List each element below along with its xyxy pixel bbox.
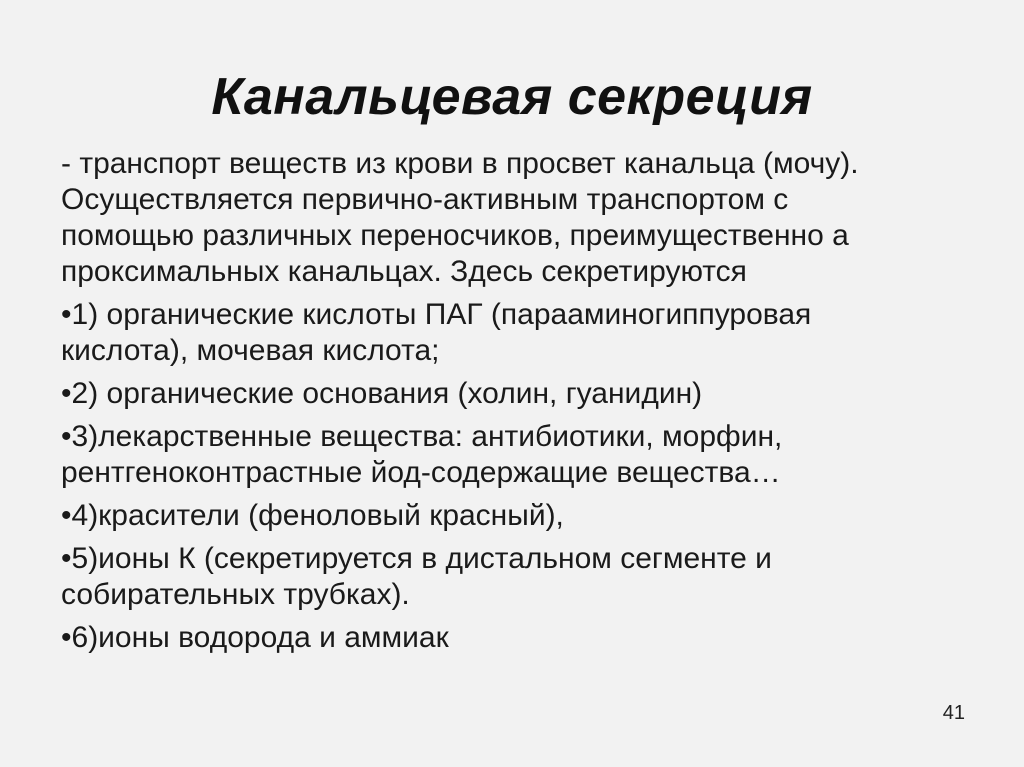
slide-title: Канальцевая секреция xyxy=(211,68,813,126)
list-item-line: кислота), мочевая кислота; xyxy=(61,334,440,367)
list-item-line: •2) органические основания (холин, гуанидин) xyxy=(61,377,703,410)
list-item-1 xyxy=(61,297,961,369)
list-item-line: •6)ионы водорода и аммиак xyxy=(61,621,449,654)
intro-line: Осуществляется первично-активным транспортом с xyxy=(61,183,789,216)
list-item-line: собирательных трубках). xyxy=(61,578,410,611)
list-item-2 xyxy=(61,376,961,412)
list-item-line: рентгеноконтрастные йод-содержащие вещества… xyxy=(61,456,781,489)
list-item-line: •1) органические кислоты ПАГ (парааминогиппуровая xyxy=(61,298,812,331)
page-number: 41 xyxy=(942,702,965,724)
list-item-3 xyxy=(61,419,961,491)
list-item-6 xyxy=(61,620,961,656)
list-item-line: •5)ионы К (секретируется в дистальном сегменте и xyxy=(61,542,772,575)
list-item-line: •4)красители (феноловый красный), xyxy=(61,499,564,532)
intro-paragraph xyxy=(61,146,961,290)
intro-line: проксимальных канальцах. Здесь секретируются xyxy=(61,255,747,288)
list-item-5 xyxy=(61,541,961,613)
slide-body xyxy=(61,146,961,656)
intro-line: - транспорт веществ из крови в просвет канальца (мочу). xyxy=(61,147,859,180)
list-item-4 xyxy=(61,498,961,534)
intro-line: помощью различных переносчиков, преимущественно а xyxy=(61,219,849,252)
list-item-line: •3)лекарственные вещества: антибиотики, морфин, xyxy=(61,420,783,453)
